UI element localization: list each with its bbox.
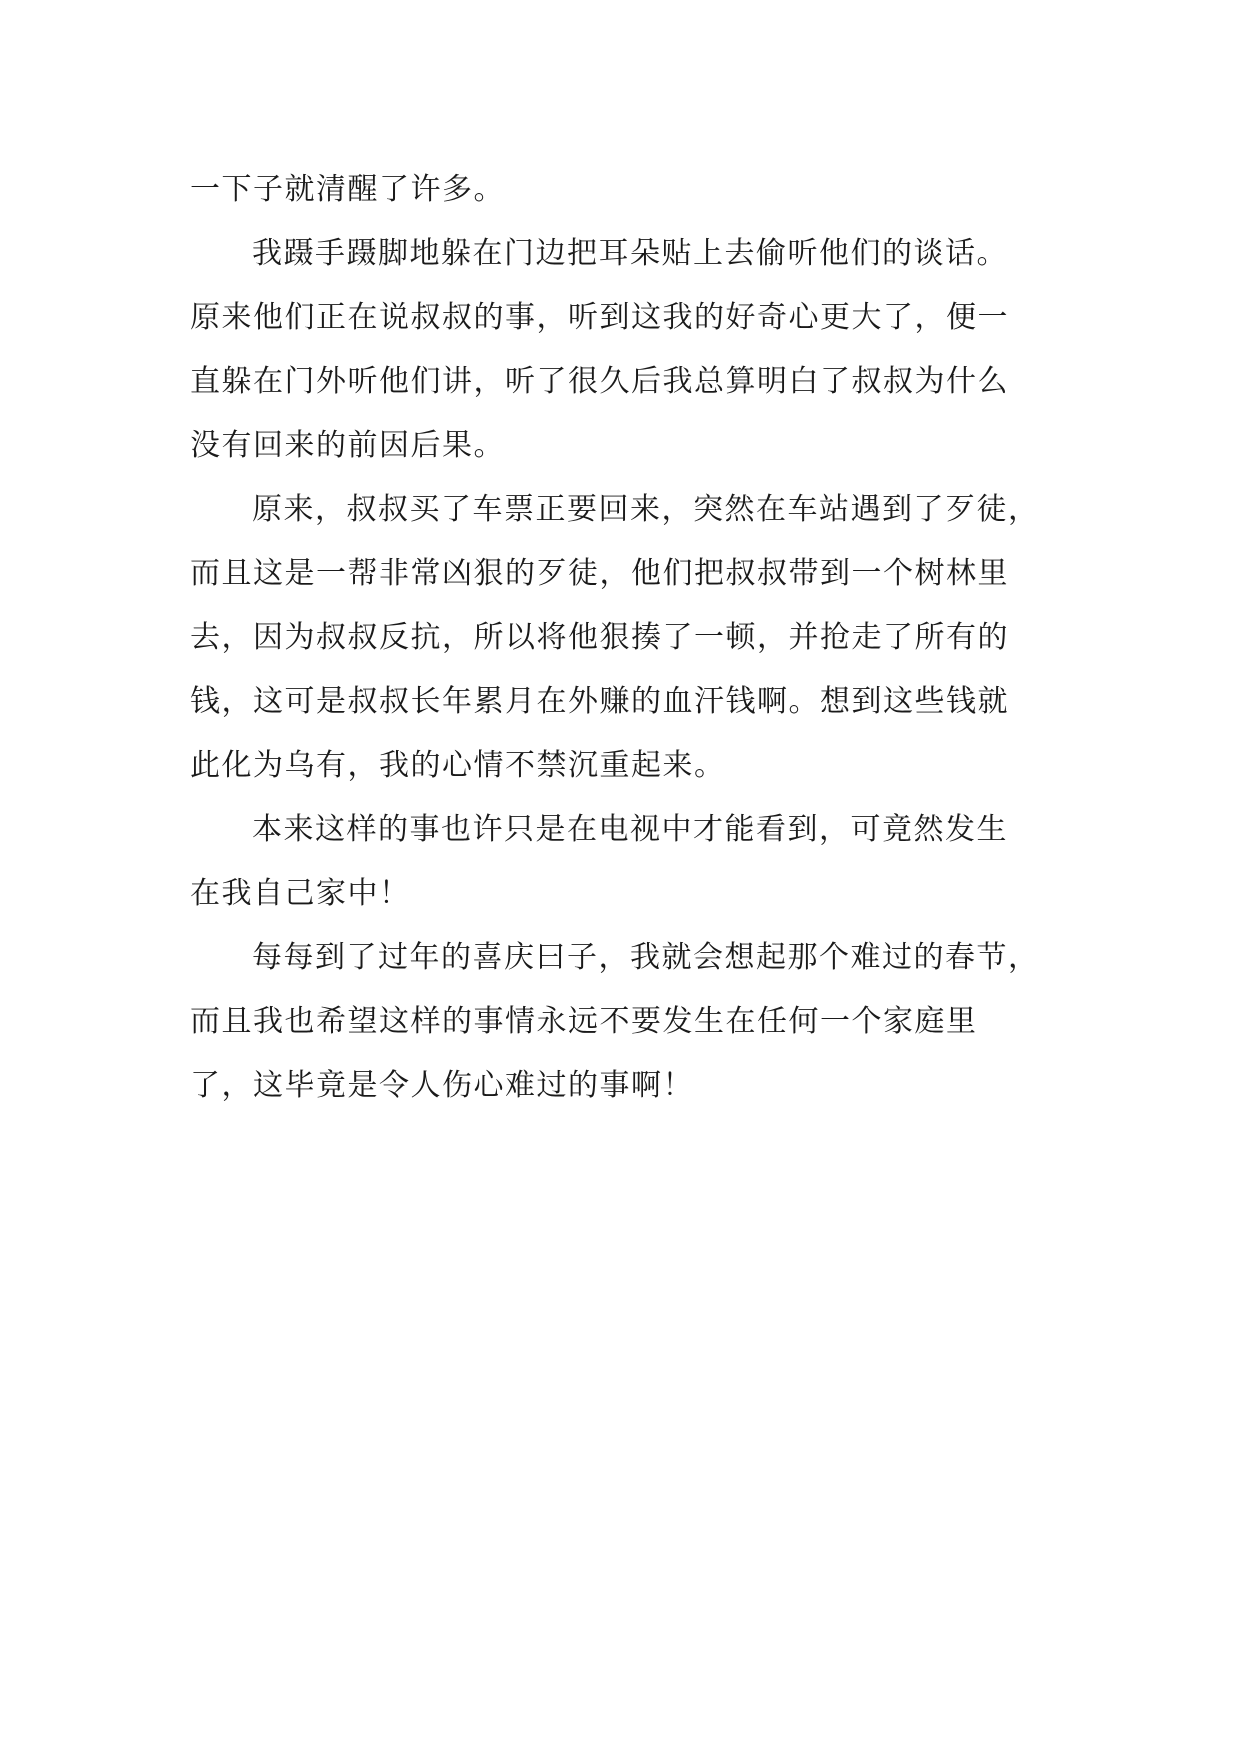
text-line: 一下子就清醒了许多。 <box>190 172 505 207</box>
text-line: 去，因为叔叔反抗，所以将他狠揍了一顿，并抢走了所有的 <box>190 620 1009 655</box>
text-line: 每每到了过年的喜庆曰子，我就会想起那个难过的春节， <box>252 940 1040 975</box>
body-text <box>190 158 1060 1118</box>
text-line: 原来，叔叔买了车票正要回来，突然在车站遇到了歹徒， <box>252 492 1040 527</box>
text-line: 没有回来的前因后果。 <box>190 428 505 463</box>
text-line: 而且我也希望这样的事情永远不要发生在任何一个家庭里 <box>190 1004 978 1039</box>
text-line: 此化为乌有，我的心情不禁沉重起来。 <box>190 748 726 783</box>
text-line: 本来这样的事也许只是在电视中才能看到，可竟然发生 <box>252 812 1008 847</box>
text-line: 我蹑手蹑脚地躲在门边把耳朵贴上去偷听他们的谈话。 <box>252 236 1008 271</box>
text-line: 原来他们正在说叔叔的事，听到这我的好奇心更大了，便一 <box>190 300 1009 335</box>
text-line: 直躲在门外听他们讲，听了很久后我总算明白了叔叔为什么 <box>190 364 1009 399</box>
text-line: 在我自己家中！ <box>190 876 411 911</box>
text-line: 了，这毕竟是令人伤心难过的事啊！ <box>190 1068 694 1103</box>
text-line: 而且这是一帮非常凶狠的歹徒，他们把叔叔带到一个树林里 <box>190 556 1009 591</box>
text-line: 钱，这可是叔叔长年累月在外赚的血汗钱啊。想到这些钱就 <box>190 684 1009 719</box>
